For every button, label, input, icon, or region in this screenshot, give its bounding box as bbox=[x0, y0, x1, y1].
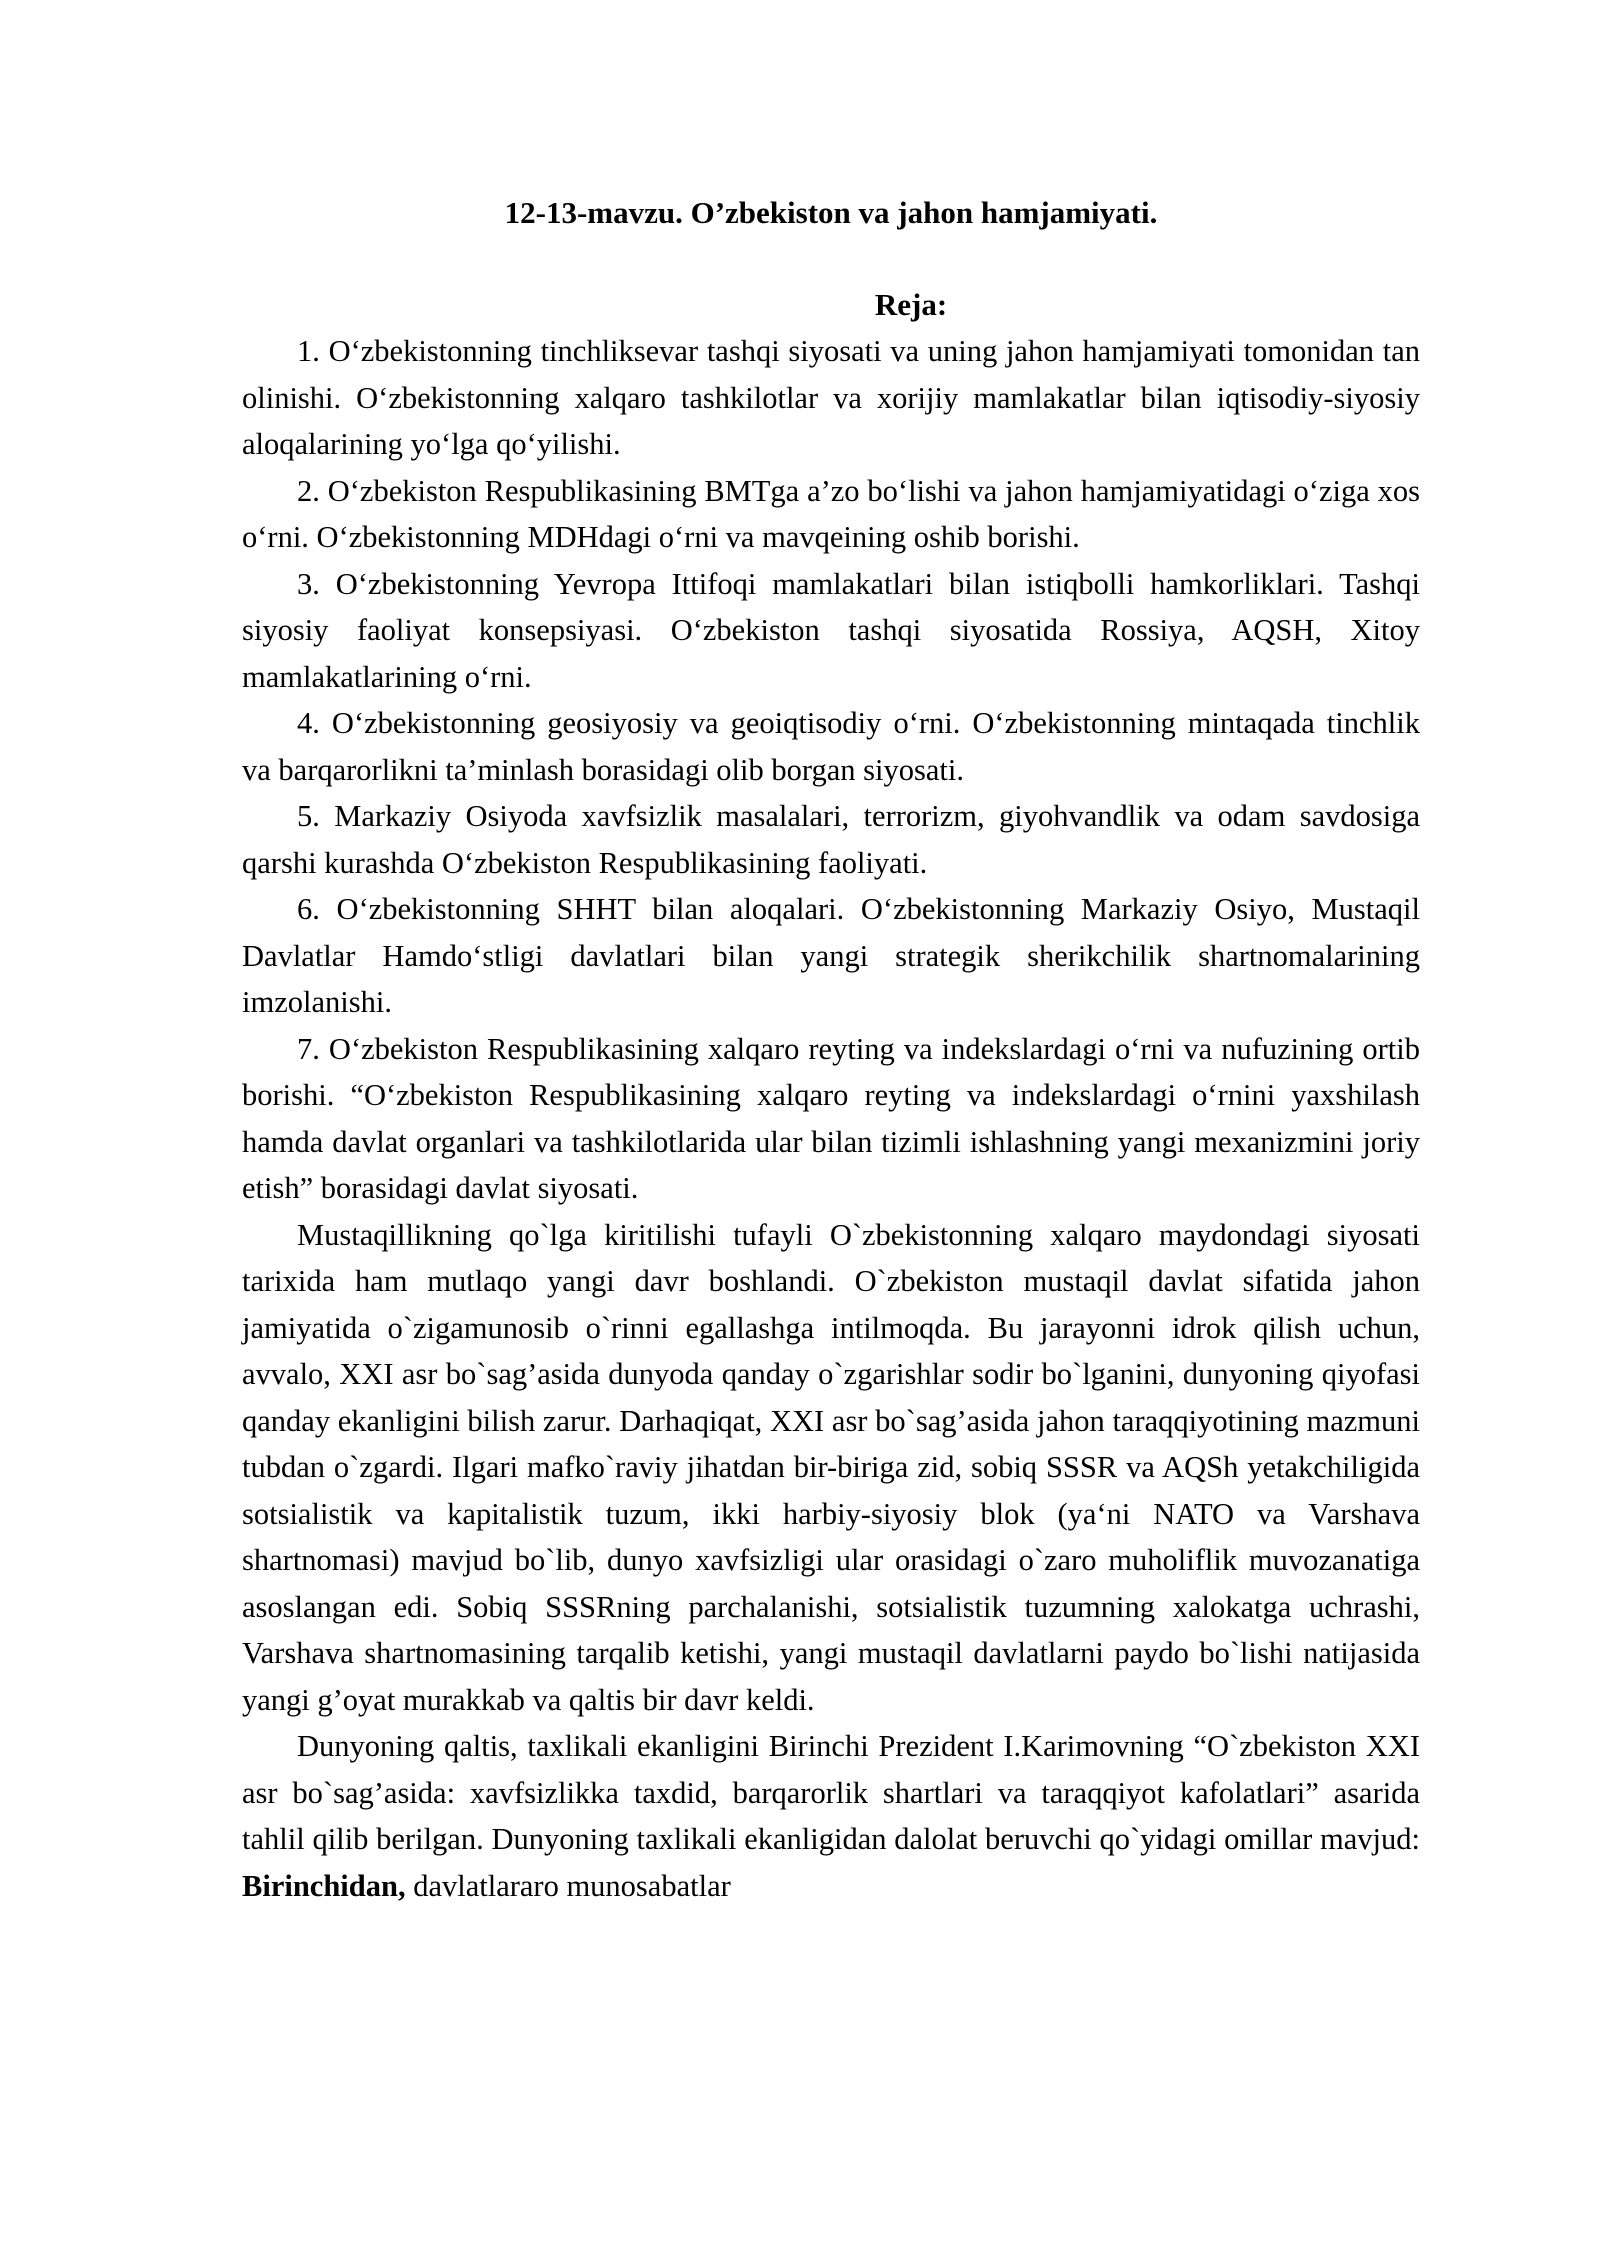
plan-list bbox=[242, 328, 1420, 1212]
paragraph-2-text-start: Dunyoning qaltis, taxlikali ekanligini Birinchi Prezident I.Karimovning “O`zbekiston XXI asr bo`sag’asida: xavfsizlikka taxdid, barqarorlik shartlari va taraqqiyot kafolatlari” asarida tahlil qilib berilgan. Dunyoning taxlikali ekanligidan dalolat beruvchi qo`yidagi omillar mavjud: bbox=[242, 1729, 1420, 1856]
plan-item-3: 3. O‘zbekistonning Yevropa Ittifoqi mamlakatlari bilan istiqbolli hamkorliklari. Tashqi siyosiy faoliyat konsepsiyasi. O‘zbekiston tashqi siyosatida Rossiya, AQSH, Xitoy mamlakatlarining o‘rni. bbox=[242, 566, 1420, 694]
document-title: 12-13-mavzu. O’zbekiston va jahon hamjamiyati. bbox=[504, 195, 1158, 230]
plan-item-6: 6. O‘zbekistonning SHHT bilan aloqalari. O‘zbekistonning Markaziy Osiyo, Mustaqil Davlatlar Hamdo‘stligi davlatlari bilan yangi strategik sherikchilik shartnomalarining imzolanishi. bbox=[242, 892, 1420, 1019]
paragraph-2-bold-term: Birinchidan, bbox=[242, 1868, 406, 1903]
plan-item-4: 4. O‘zbekistonning geosiyosiy va geoiqtisodiy o‘rni. O‘zbekistonning mintaqada tinchlik va barqarorlikni ta’minlash borasidagi olib borgan siyosati. bbox=[242, 706, 1420, 787]
document-page bbox=[242, 190, 1420, 1909]
body-paragraph-2 bbox=[242, 1723, 1420, 1909]
paragraph-2-text-end: davlatlararo munosabatlar bbox=[405, 1868, 731, 1903]
body-paragraph-1: Mustaqillikning qo`lga kiritilishi tufayli O`zbekistonning xalqaro maydondagi siyosati tarixida ham mutlaqo yangi davr boshlandi. O`zbekiston mustaqil davlat sifatida jahon jamiyatida o`zigamunosib o`rinni egallashga intilmoqda. Bu jarayonni idrok qilish uchun, avvalo, XXI asr bo`sag’asida dunyoda qanday o`zgarishlar sodir bo`lganini, dunyoning qiyofasi qanday ekanligini bilish zarur. Darhaqiqat, XXI asr bo`sag’asida jahon taraqqiyotining mazmuni tubdan o`zgardi. Ilgari mafko`raviy jihatdan bir-biriga zid, sobiq SSSR va AQSh yetakchiligida sotsialistik va kapitalistik tuzum, ikki harbiy-siyosiy blok (ya‘ni NATO va Varshava shartnomasi) mavjud bo`lib, dunyo xavfsizligi ular orasidagi o`zaro muholiflik muvozanatiga asoslangan edi. Sobiq SSSRning parchalanishi, sotsialistik tuzumning xalokatga uchrashi, Varshava shartnomasining tarqalib ketishi, yangi mustaqil davlatlarni paydo bo`lishi natijasida yangi g’oyat murakkab va qaltis bir davr keldi. bbox=[242, 1217, 1420, 1717]
plan-heading: Reja: bbox=[874, 286, 948, 322]
plan-item-7: 7. O‘zbekiston Respublikasining xalqaro reyting va indekslardagi o‘rni va nufuzining ortib borishi. “O‘zbekiston Respublikasining xalqaro reyting va indekslardagi o‘rnini yaxshilash hamda davlat organlari va tashkilotlarida ular bilan tizimli ishlashning yangi mexanizmini joriy etish” borasidagi davlat siyosati. bbox=[242, 1031, 1420, 1205]
plan-item-5: 5. Markaziy Osiyoda xavfsizlik masalalari, terrorizm, giyohvandlik va odam savdosiga qarshi kurashda O‘zbekiston Respublikasining faoliyati. bbox=[242, 799, 1420, 880]
plan-item-1: 1. O‘zbekistonning tinchliksevar tashqi siyosati va uning jahon hamjamiyati tomonidan tan olinishi. O‘zbekistonning xalqaro tashkilotlar va xorijiy mamlakatlar bilan iqtisodiy-siyosiy aloqalarining yo‘lga qo‘yilishi. bbox=[242, 334, 1420, 461]
plan-item-2: 2. O‘zbekiston Respublikasining BMTga a’zo bo‘lishi va jahon hamjamiyatidagi o‘ziga xos o‘rni. O‘zbekistonning MDHdagi o‘rni va mavqeining oshib borishi. bbox=[242, 473, 1420, 554]
